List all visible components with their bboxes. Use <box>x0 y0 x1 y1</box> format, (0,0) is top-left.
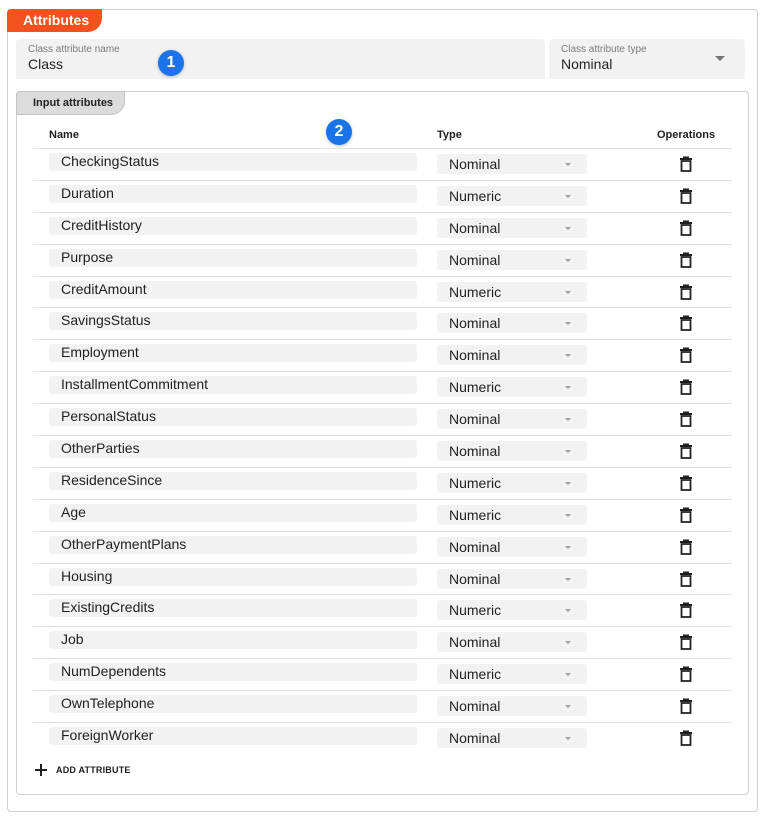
dropdown-arrow-icon <box>565 546 571 549</box>
attribute-name-input[interactable]: OtherParties <box>49 440 417 458</box>
dropdown-arrow-icon <box>565 227 571 230</box>
attribute-type-value: Numeric <box>449 506 502 523</box>
attribute-type-select[interactable] <box>437 600 587 620</box>
delete-attribute-button[interactable] <box>679 698 693 714</box>
attribute-type-select[interactable] <box>437 377 587 397</box>
table-row <box>33 626 732 658</box>
attribute-type-select[interactable] <box>437 282 587 302</box>
attribute-type-value: Numeric <box>449 187 502 204</box>
class-attribute-type-value: Nominal <box>561 56 613 72</box>
attribute-type-value: Nominal <box>449 443 501 460</box>
input-attributes-tab: Input attributes <box>16 91 125 115</box>
delete-attribute-button[interactable] <box>679 634 693 650</box>
attribute-type-select[interactable] <box>437 154 587 174</box>
annotation-badge-1: 1 <box>158 50 184 76</box>
attribute-name-input[interactable]: OwnTelephone <box>49 695 417 713</box>
trash-icon <box>679 287 693 304</box>
dropdown-arrow-icon <box>715 56 725 61</box>
table-row <box>33 594 732 626</box>
attribute-name-input[interactable]: Duration <box>49 185 417 203</box>
dropdown-arrow-icon <box>565 291 571 294</box>
attribute-type-value: Numeric <box>449 283 502 300</box>
column-header-operations: Operations <box>657 129 716 141</box>
table-row <box>33 371 732 403</box>
table-row <box>33 244 732 276</box>
trash-icon <box>679 478 693 495</box>
trash-icon <box>679 605 693 622</box>
attribute-type-value: Nominal <box>449 156 501 172</box>
class-attribute-name-label: Class attribute name <box>28 44 120 55</box>
attribute-type-select[interactable] <box>437 728 587 748</box>
attribute-name-input[interactable]: Age <box>49 504 417 522</box>
dropdown-arrow-icon <box>565 482 571 485</box>
attribute-name-input[interactable]: CreditAmount <box>49 281 417 299</box>
dropdown-arrow-icon <box>565 641 571 644</box>
attribute-type-select[interactable] <box>437 537 587 557</box>
trash-icon <box>679 223 693 240</box>
delete-attribute-button[interactable] <box>679 220 693 236</box>
attribute-type-select[interactable] <box>437 664 587 684</box>
delete-attribute-button[interactable] <box>679 411 693 427</box>
delete-attribute-button[interactable] <box>679 443 693 459</box>
class-attribute-type-select[interactable] <box>549 39 745 79</box>
attribute-type-select[interactable] <box>437 696 587 716</box>
delete-attribute-button[interactable] <box>679 379 693 395</box>
attribute-type-value: Nominal <box>449 347 501 364</box>
delete-attribute-button[interactable] <box>679 252 693 268</box>
attribute-name-input[interactable]: Purpose <box>49 249 417 267</box>
attribute-name-input[interactable]: Employment <box>49 344 417 362</box>
attribute-name-input[interactable]: ResidenceSince <box>49 472 417 490</box>
attribute-type-select[interactable] <box>437 441 587 461</box>
table-row <box>33 148 732 180</box>
trash-icon <box>679 701 693 718</box>
table-row <box>33 467 732 499</box>
table-row <box>33 658 732 690</box>
attribute-type-select[interactable] <box>437 250 587 270</box>
attribute-type-select[interactable] <box>437 313 587 333</box>
annotation-badge-2: 2 <box>326 119 352 145</box>
table-row <box>33 307 732 339</box>
table-row <box>33 403 732 435</box>
trash-icon <box>679 318 693 335</box>
dropdown-arrow-icon <box>565 673 571 676</box>
table-row <box>33 339 732 371</box>
attribute-name-input[interactable]: ForeignWorker <box>49 727 417 745</box>
trash-icon <box>679 191 693 208</box>
trash-icon <box>679 510 693 527</box>
add-attribute-button[interactable] <box>34 761 131 779</box>
delete-attribute-button[interactable] <box>679 730 693 746</box>
attribute-type-value: Nominal <box>449 698 501 715</box>
dropdown-arrow-icon <box>565 322 571 325</box>
dropdown-arrow-icon <box>565 418 571 421</box>
table-row <box>33 212 732 244</box>
delete-attribute-button[interactable] <box>679 666 693 682</box>
attribute-name-input[interactable]: OtherPaymentPlans <box>49 536 417 554</box>
trash-icon <box>679 414 693 431</box>
delete-attribute-button[interactable] <box>679 315 693 331</box>
delete-attribute-button[interactable] <box>679 347 693 363</box>
class-attribute-name-value: Class <box>28 56 64 72</box>
column-header-type: Type <box>437 129 462 141</box>
attribute-name-input[interactable]: Job <box>49 631 417 649</box>
trash-icon <box>679 637 693 654</box>
attribute-type-select[interactable] <box>437 505 587 525</box>
trash-icon <box>679 382 693 399</box>
attribute-type-select[interactable] <box>437 345 587 365</box>
attribute-type-value: Nominal <box>449 634 501 651</box>
attribute-name-input[interactable]: NumDependents <box>49 663 417 681</box>
attribute-type-select[interactable] <box>437 186 587 206</box>
dropdown-arrow-icon <box>565 609 571 612</box>
trash-icon <box>679 574 693 591</box>
column-header-name: Name <box>49 129 79 141</box>
attributes-tab: Attributes <box>7 9 102 32</box>
class-attribute-type-label: Class attribute type <box>561 44 647 55</box>
delete-attribute-button[interactable] <box>679 188 693 204</box>
table-row <box>33 276 732 308</box>
dropdown-arrow-icon <box>565 386 571 389</box>
add-attribute-label: ADD ATTRIBUTE <box>56 765 131 775</box>
attribute-type-value: Nominal <box>449 251 501 268</box>
attribute-type-select[interactable] <box>437 409 587 429</box>
delete-attribute-button[interactable] <box>679 156 693 172</box>
trash-icon <box>679 350 693 367</box>
delete-attribute-button[interactable] <box>679 284 693 300</box>
attribute-name-input[interactable]: CreditHistory <box>49 217 417 235</box>
attribute-type-value: Nominal <box>449 315 501 332</box>
trash-icon <box>679 159 693 176</box>
attribute-name-input[interactable]: ExistingCredits <box>49 599 417 617</box>
dropdown-arrow-icon <box>565 450 571 453</box>
dropdown-arrow-icon <box>565 163 571 166</box>
table-row <box>33 531 732 563</box>
dropdown-arrow-icon <box>565 354 571 357</box>
trash-icon <box>679 255 693 272</box>
attribute-type-value: Numeric <box>449 379 502 396</box>
dropdown-arrow-icon <box>565 195 571 198</box>
table-row <box>33 563 732 595</box>
attribute-type-select[interactable] <box>437 473 587 493</box>
table-row <box>33 180 732 212</box>
attribute-name-input[interactable]: InstallmentCommitment <box>49 376 417 394</box>
dropdown-arrow-icon <box>565 514 571 517</box>
table-row <box>33 722 732 754</box>
delete-attribute-button[interactable] <box>679 507 693 523</box>
delete-attribute-button[interactable] <box>679 571 693 587</box>
attribute-type-value: Nominal <box>449 219 501 236</box>
attribute-type-value: Nominal <box>449 538 501 555</box>
dropdown-arrow-icon <box>565 578 571 581</box>
table-row <box>33 499 732 531</box>
attribute-name-input[interactable]: SavingsStatus <box>49 312 417 330</box>
attribute-type-value: Numeric <box>449 474 502 491</box>
attribute-type-value: Nominal <box>449 411 501 428</box>
attribute-type-value: Numeric <box>449 602 502 619</box>
attribute-type-value: Nominal <box>449 730 501 747</box>
delete-attribute-button[interactable] <box>679 602 693 618</box>
delete-attribute-button[interactable] <box>679 539 693 555</box>
attribute-name-input[interactable]: PersonalStatus <box>49 408 417 426</box>
plus-icon <box>34 763 48 777</box>
dropdown-arrow-icon <box>565 259 571 262</box>
attribute-table <box>33 148 732 754</box>
attribute-name-input[interactable]: Housing <box>49 568 417 586</box>
dropdown-arrow-icon <box>565 737 571 740</box>
trash-icon <box>679 542 693 559</box>
dropdown-arrow-icon <box>565 705 571 708</box>
attribute-type-select[interactable] <box>437 218 587 238</box>
table-row <box>33 435 732 467</box>
attribute-name-input[interactable]: CheckingStatus <box>49 153 417 171</box>
class-attribute-name-field[interactable] <box>16 39 545 79</box>
attribute-type-value: Nominal <box>449 570 501 587</box>
delete-attribute-button[interactable] <box>679 475 693 491</box>
table-row <box>33 690 732 722</box>
trash-icon <box>679 669 693 686</box>
attribute-type-value: Numeric <box>449 666 502 683</box>
attribute-type-select[interactable] <box>437 569 587 589</box>
trash-icon <box>679 446 693 463</box>
attribute-type-select[interactable] <box>437 632 587 652</box>
trash-icon <box>679 733 693 750</box>
